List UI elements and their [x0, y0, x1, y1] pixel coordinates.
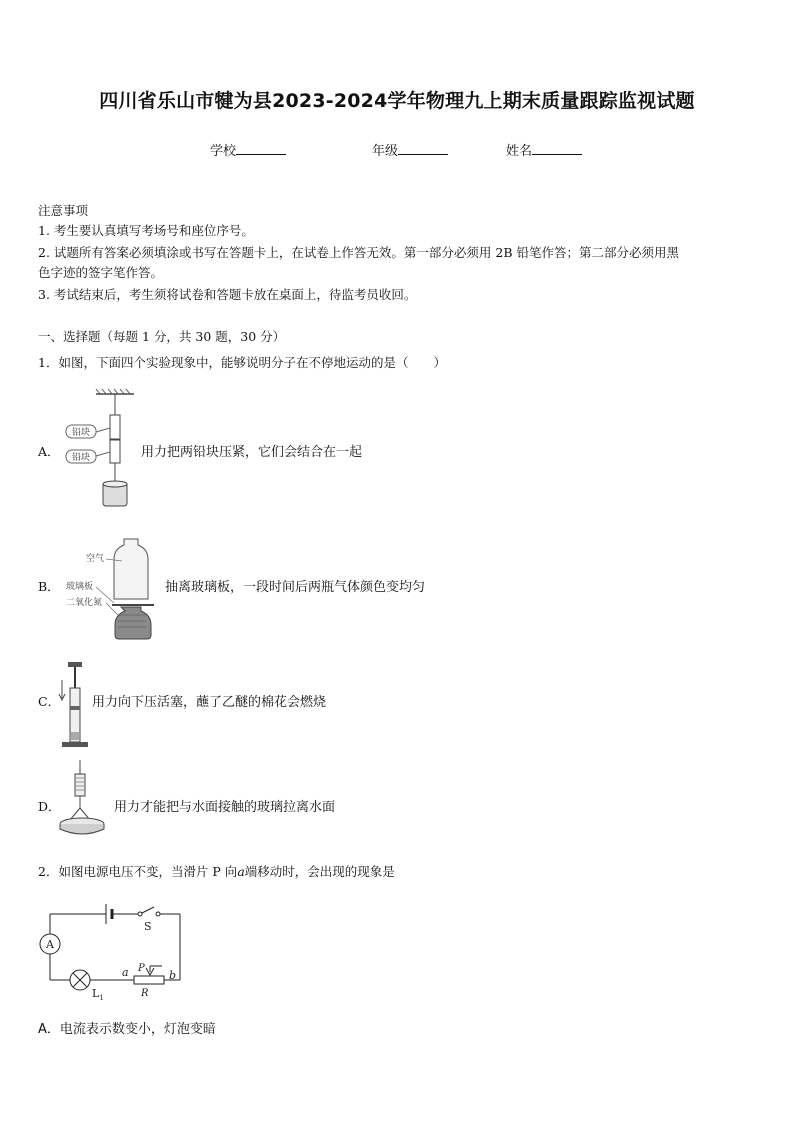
lead-label-2: 铅块: [71, 453, 91, 463]
q1-option-b[interactable]: 抽离玻璃板，一段时间后两瓶气体颜色变均匀: [165, 580, 426, 595]
note-item-1: 1. 考生要认真填写考场号和座位序号。: [38, 223, 254, 238]
piston-cylinder-figure: [58, 660, 92, 750]
rheostat: [134, 976, 164, 984]
q1-option-a-label: A．: [38, 444, 60, 459]
q1-option-b-label: B．: [38, 579, 60, 594]
glass-label: 玻璃板: [66, 582, 94, 592]
switch-blade: [142, 907, 154, 913]
lamp-label: $L_1$: [92, 987, 104, 1002]
question-1-stem: 1．如图，下面四个实验现象中，能够说明分子在不停地运动的是（ ）: [38, 355, 446, 370]
lead-blocks-figure: [60, 388, 140, 514]
q2-option-a-text: 电流表示数变小，灯泡变暗: [59, 1022, 216, 1037]
ammeter-label: A: [46, 938, 54, 951]
grade-field: [372, 140, 448, 159]
q1-option-d-label: D．: [38, 799, 61, 814]
section-heading: 一、选择题（每题 1 分，共 30 题，30 分）: [38, 329, 286, 344]
switch-label: S: [144, 920, 152, 933]
name-field: [506, 140, 582, 159]
question-2-stem: [38, 862, 395, 882]
grade-blank[interactable]: [398, 142, 448, 155]
q2-stem-post: 端移动时，会出现的现象是: [244, 864, 395, 879]
q1-option-c[interactable]: 用力向下压活塞，蘸了乙醚的棉花会燃烧: [92, 695, 327, 710]
name-label: 姓名: [506, 144, 533, 159]
q2-stem-pre: 2．如图电源电压不变，当滑片 P 向: [38, 864, 238, 879]
school-blank[interactable]: [236, 142, 286, 155]
grade-label: 年级: [372, 144, 399, 159]
resistor-label: R: [141, 988, 149, 999]
name-blank[interactable]: [532, 142, 582, 155]
q2-option-a[interactable]: [38, 1018, 216, 1037]
slider-p: [146, 966, 154, 975]
note-item-2-cont: 色字迹的签字笔作答。: [38, 265, 164, 280]
note-item-3: 3. 考试结束后，考生须将试卷和答题卡放在桌面上，待监考员收回。: [38, 287, 417, 302]
q1-option-c-label: C．: [38, 694, 61, 709]
note-item-2: 2. 试题所有答案必须填涂或书写在答题卡上，在试卷上作答无效。第一部分必须用 2B 铅笔作答；第二部分必须用黑: [38, 245, 679, 260]
school-field: [210, 140, 286, 159]
air-label: 空气: [86, 554, 105, 564]
terminal-b-label: b: [169, 969, 177, 982]
lead-label-1: 铅块: [71, 428, 91, 438]
q2-stem-var: a: [237, 864, 245, 879]
school-label: 学校: [210, 144, 237, 159]
terminal-a-label: a: [122, 966, 129, 979]
slider-p-label: P: [138, 963, 145, 974]
q2-option-a-label: A．: [38, 1022, 60, 1037]
glass-plate-water-figure: [58, 758, 118, 840]
notes-heading: 注意事项: [38, 203, 89, 218]
page-title: 四川省乐山市犍为县2023-2024学年物理九上期末质量跟踪监视试题: [99, 90, 695, 112]
circuit-diagram: [36, 900, 196, 1004]
gas-diffusion-figure: [64, 535, 164, 641]
q1-option-d[interactable]: 用力才能把与水面接触的玻璃拉离水面: [114, 800, 336, 815]
no2-label: 二氧化氮: [66, 598, 103, 608]
q1-option-a[interactable]: 用力把两铅块压紧，它们会结合在一起: [141, 445, 363, 460]
